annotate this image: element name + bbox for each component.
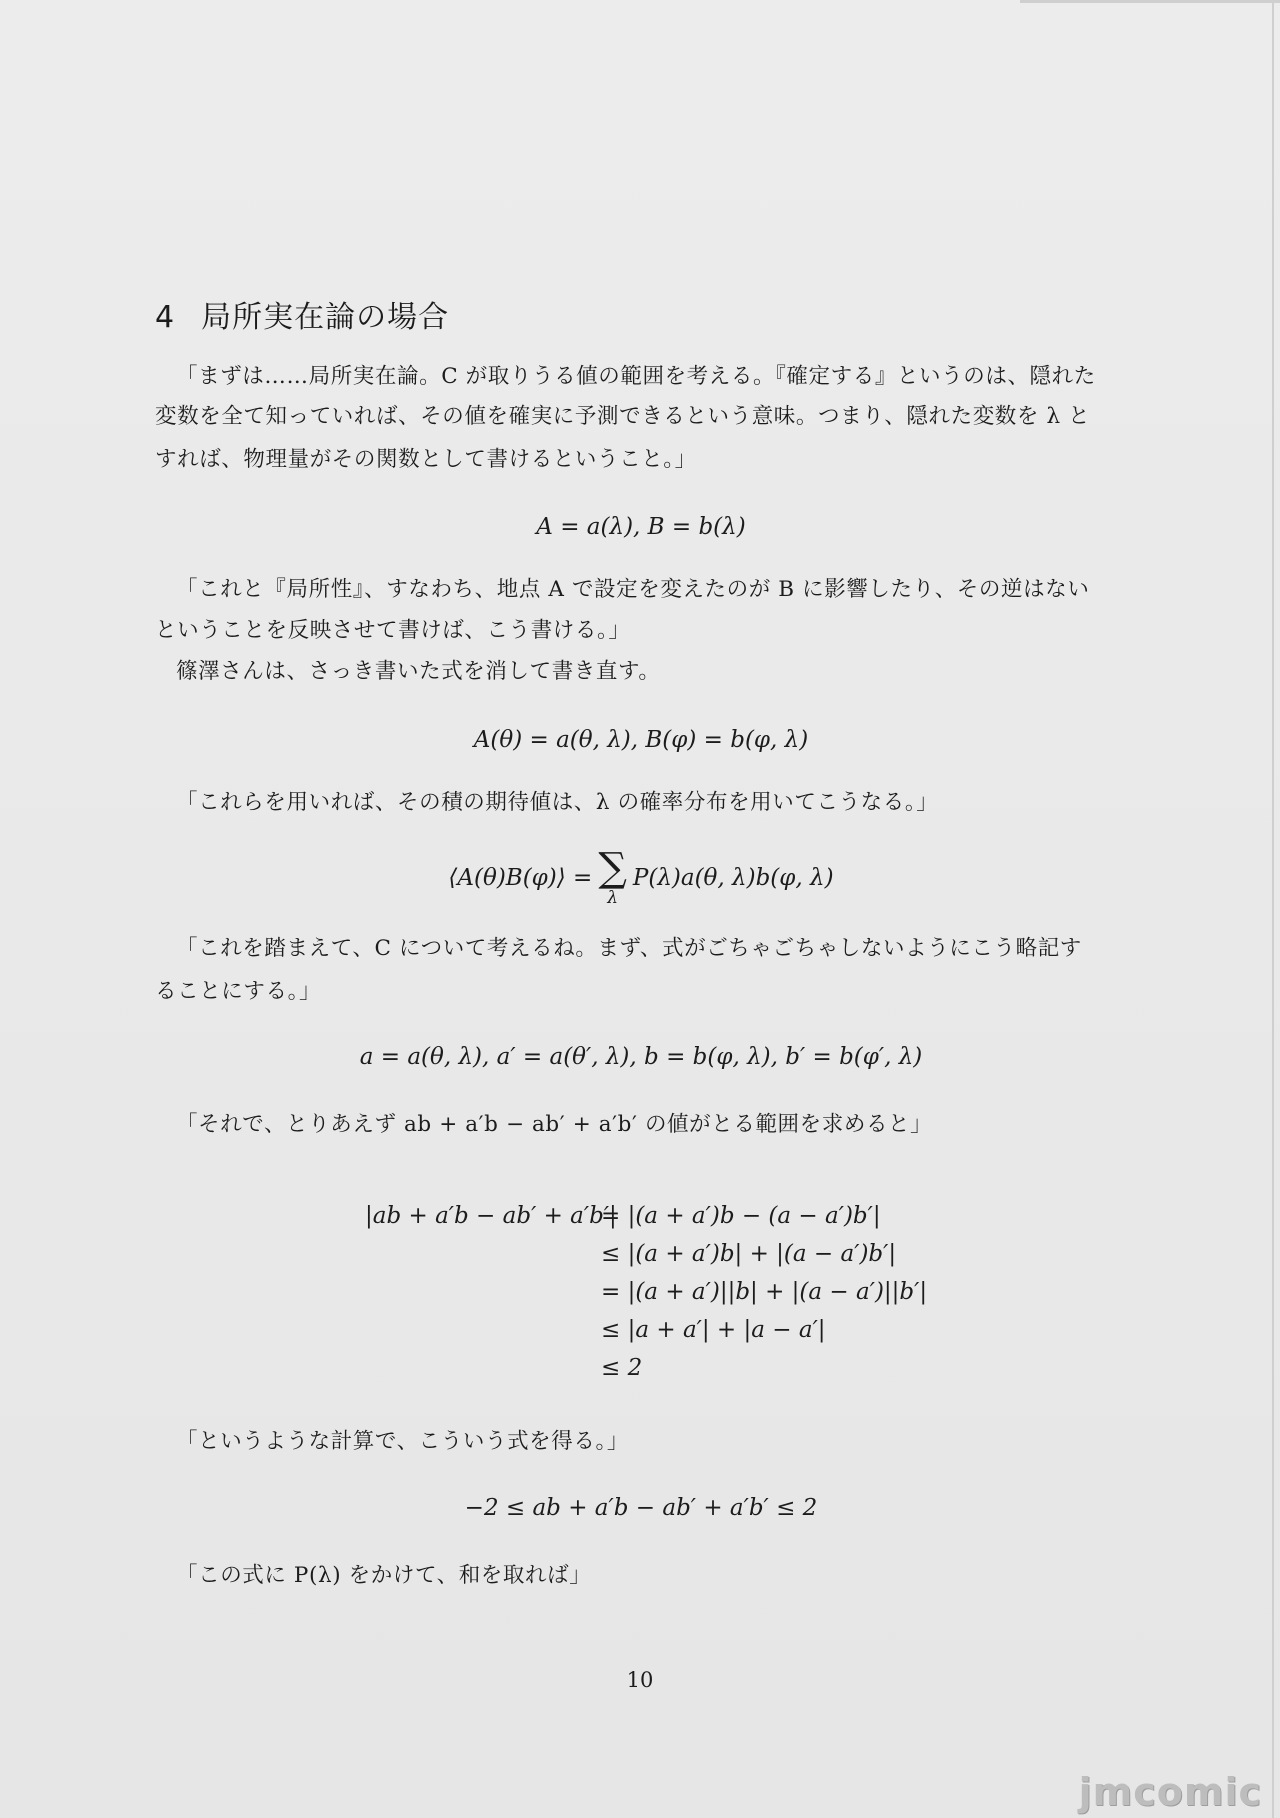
derivation-row	[365, 1273, 927, 1311]
paragraph-line: 「これと『局所性』、すなわち、地点 A で設定を変えたのが B に影響したり、その逆はない	[176, 577, 1090, 602]
equation-4: a = a(θ, λ), a′ = a(θ′, λ), b = b(φ, λ), b′ = b(φ′, λ)	[359, 1044, 923, 1070]
watermark-logo: jmcomic	[1078, 1770, 1262, 1814]
paragraph-line: 「まずは……局所実在論。C が取りうる値の範囲を考える。『確定する』というのは、隠れた	[176, 364, 1096, 389]
derivation-row	[365, 1197, 927, 1235]
paragraph-line: すれば、物理量がその関数として書けるということ。」	[155, 447, 697, 472]
section-number: 4	[155, 300, 176, 335]
paragraph-line: 「それで、とりあえず ab + a′b − ab′ + a′b′ の値がとる範囲を求めると」	[176, 1112, 933, 1137]
equation-3	[155, 845, 1127, 908]
summation-index: λ	[607, 888, 618, 908]
equation-5: −2 ≤ ab + a′b − ab′ + a′b′ ≤ 2	[464, 1495, 818, 1521]
paragraph-line: ることにする。」	[155, 979, 322, 1004]
paragraph-line: 「この式に P(λ) をかけて、和を取れば」	[176, 1563, 592, 1588]
equation-3-rhs: P(λ)a(θ, λ)b(φ, λ)	[632, 864, 834, 891]
page-edge-right	[1272, 0, 1274, 1818]
page-number: 10	[626, 1668, 654, 1692]
equation-3-lhs: ⟨A(θ)B(φ)⟩ =	[448, 864, 593, 891]
summation	[598, 845, 627, 908]
paragraph-line: 「これらを用いれば、その積の期待値は、λ の確率分布を用いてこうなる。」	[176, 790, 939, 815]
derivation-row	[365, 1235, 927, 1273]
section-title-text: 局所実在論の場合	[201, 300, 450, 335]
paragraph-line: 変数を全て知っていれば、その値を確実に予測できるという意味。つまり、隠れた変数を λ と	[155, 404, 1091, 429]
derivation-rhs: ≤ |a + a′| + |a − a′|	[601, 1317, 826, 1343]
paragraph-line: ということを反映させて書けば、こう書ける。」	[155, 618, 631, 643]
derivation-lhs: |ab + a′b − ab′ + a′b′|	[365, 1203, 617, 1229]
derivation-rhs: = |(a + a′)b − (a − a′)b′|	[601, 1203, 881, 1229]
paragraph-line: 「これを踏まえて、C について考えるね。まず、式がごちゃごちゃしないようにこう略記す	[176, 936, 1082, 961]
section-heading	[155, 292, 449, 336]
equation-1: A = a(λ), B = b(λ)	[536, 514, 746, 540]
page-edge-top	[1020, 0, 1280, 3]
sigma-symbol: ∑	[598, 845, 627, 891]
derivation-rhs: ≤ |(a + a′)b| + |(a − a′)b′|	[601, 1241, 897, 1267]
derivation-row	[365, 1349, 927, 1387]
derivation-row	[365, 1311, 927, 1349]
derivation-rhs: ≤ 2	[601, 1355, 643, 1381]
equation-2: A(θ) = a(θ, λ), B(φ) = b(φ, λ)	[473, 727, 809, 753]
derivation-rhs: = |(a + a′)||b| + |(a − a′)||b′|	[601, 1279, 928, 1305]
paragraph-line: 篠澤さんは、さっき書いた式を消して書き直す。	[176, 659, 661, 684]
inequality-derivation	[365, 1197, 927, 1387]
paragraph-line: 「というような計算で、こういう式を得る。」	[176, 1429, 629, 1454]
